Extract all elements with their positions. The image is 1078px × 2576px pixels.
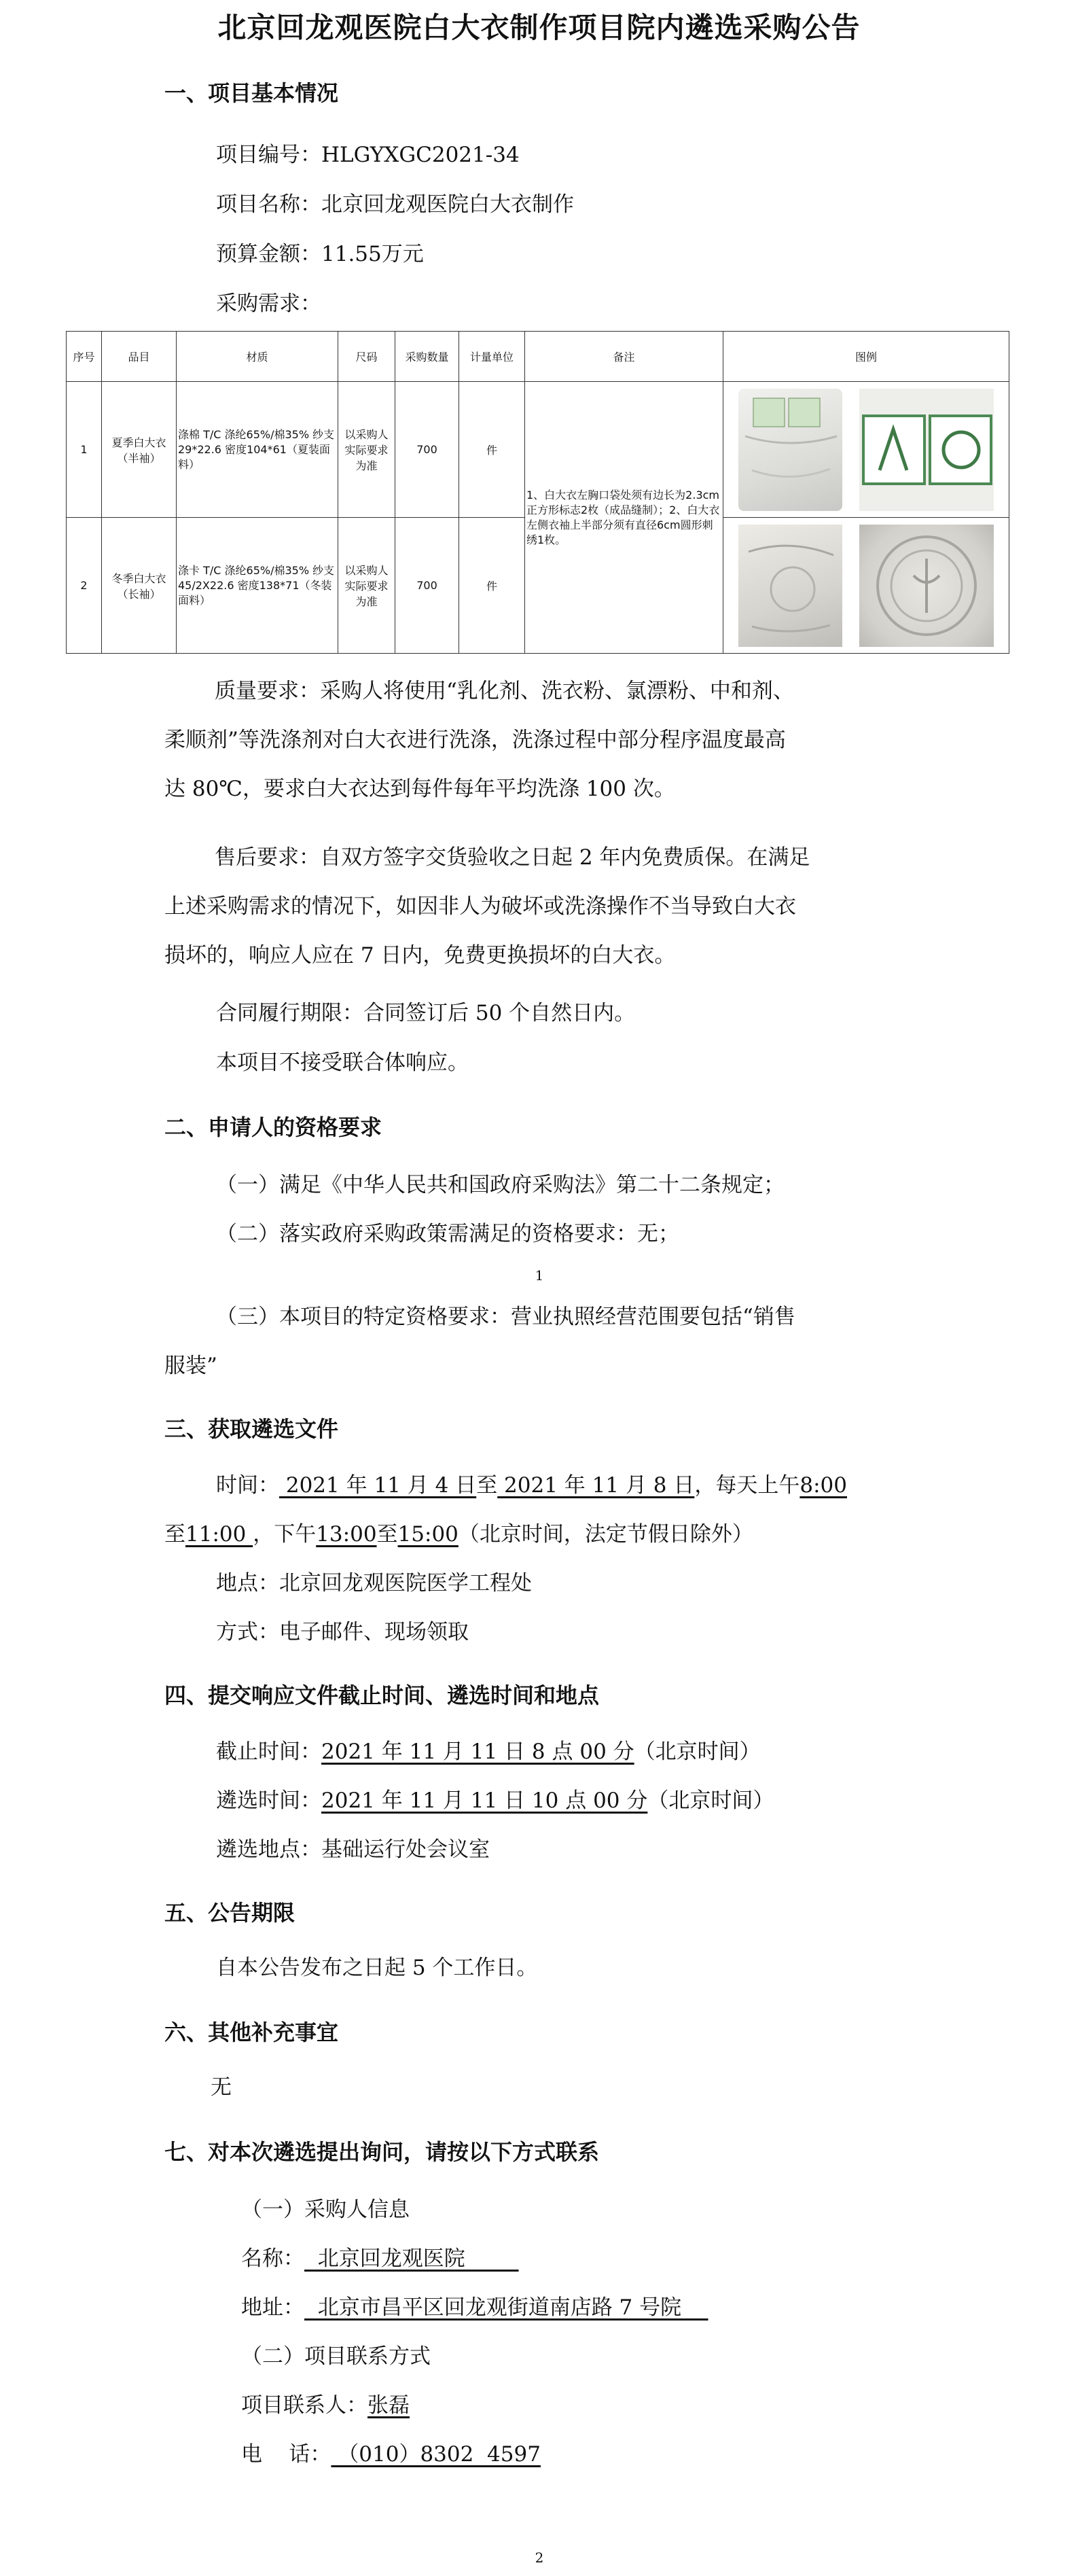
qualification-1: （一）满足《中华人民共和国政府采购法》第二十二条规定； — [216, 1173, 785, 1197]
qualification-3: （三）本项目的特定资格要求：营业执照经营范围要包括“销售 — [216, 1305, 795, 1329]
quality-line: 柔顺剂”等洗涤剂对白大衣进行洗涤，洗涤过程中部分程序温度最高 — [164, 728, 786, 752]
row-quantity: 700 — [395, 518, 459, 654]
section-1-heading: 一、项目基本情况 — [164, 80, 339, 106]
select-place: 遴选地点：基础运行处会议室 — [216, 1837, 490, 1862]
table-header-cell: 计量单位 — [459, 332, 525, 382]
table-header-cell: 图例 — [723, 332, 1009, 382]
row-item: 夏季白大衣（半袖） — [102, 382, 177, 518]
row-number: 2 — [67, 518, 102, 654]
table-header-row — [67, 332, 1009, 382]
table-header-cell: 材质 — [177, 332, 338, 382]
row-material: 涤卡 T/C 涤纶65%/棉35% 纱支 45/2X22.6 密度138*71（冬装面料） — [177, 518, 338, 654]
row-quantity: 700 — [395, 382, 459, 518]
obtain-place: 地点：北京回龙观医院医学工程处 — [216, 1571, 532, 1595]
row-item: 冬季白大衣（长袖） — [102, 518, 177, 654]
quality-line: 质量要求：采购人将使用“乳化剂、洗衣粉、氯漂粉、中和剂、 — [215, 679, 794, 703]
project-code: 项目编号：HLGYXGC2021-34 — [216, 143, 520, 167]
contact-heading: （二）项目联系方式 — [241, 2344, 431, 2369]
aftersale-requirement — [164, 833, 1007, 980]
am-end: 11:00 — [185, 1522, 253, 1547]
row-unit: 件 — [459, 518, 525, 654]
row-legend-images — [723, 518, 1009, 654]
summer-coat-photo — [738, 389, 842, 511]
project-budget: 预算金额：11.55万元 — [216, 242, 424, 266]
to-text: 至 — [376, 1522, 398, 1547]
deadline-label: 截止时间： — [216, 1740, 321, 1764]
qualification-2: （二）落实政府采购政策需满足的资格要求：无； — [216, 1222, 679, 1246]
select-label: 遴选时间： — [216, 1788, 321, 1813]
daily-text: ，每天上午 — [694, 1473, 800, 1498]
purchaser-address-line — [241, 2294, 708, 2321]
aftersale-line: 损坏的，响应人应在 7 日内，免费更换损坏的白大衣。 — [164, 943, 676, 968]
quality-requirement — [164, 667, 1007, 813]
address-value: 北京市昌平区回龙观街道南店路 7 号院 — [304, 2295, 708, 2320]
section-2-heading: 二、申请人的资格要求 — [164, 1114, 382, 1140]
row-material: 涤棉 T/C 涤纶65%/棉35% 纱支 29*22.6 密度104*61（夏装面料） — [177, 382, 338, 518]
time-end: 2021 年 11 月 8 日 — [497, 1473, 695, 1498]
phone-value: （010）8302 4597 — [331, 2442, 541, 2467]
section-5-heading: 五、公告期限 — [164, 1900, 295, 1926]
contact-label: 项目联系人： — [241, 2393, 367, 2418]
aftersale-line: 售后要求：自双方签字交货验收之日起 2 年内免费质保。在满足 — [215, 845, 810, 870]
row-legend-images — [723, 382, 1009, 518]
name-label: 名称： — [241, 2246, 304, 2271]
phone-label: 电 话： — [241, 2442, 331, 2467]
page-number: 2 — [535, 2549, 544, 2566]
table-header-cell: 品目 — [102, 332, 177, 382]
contract-period: 合同履行期限：合同签订后 50 个自然日内。 — [216, 1001, 636, 1025]
aftersale-line: 上述采购需求的情况下，如因非人为破坏或洗涤操作不当导致白大衣 — [164, 894, 796, 919]
section-3-heading: 三、获取遴选文件 — [164, 1416, 339, 1442]
quality-line: 达 80℃，要求白大衣达到每件每年平均洗涤 100 次。 — [164, 777, 675, 801]
announcement-period: 自本公告发布之日起 5 个工作日。 — [216, 1956, 538, 1980]
row-size: 以采购人实际要求为准 — [338, 382, 395, 518]
row-unit: 件 — [459, 382, 525, 518]
obtain-time-line2 — [164, 1521, 753, 1548]
select-time-line — [216, 1787, 774, 1814]
pocket-label-photo — [859, 389, 994, 511]
purchaser-info-heading: （一）采购人信息 — [241, 2198, 410, 2222]
page-title: 北京回龙观医院白大衣制作项目院内遴选采购公告 — [217, 11, 861, 44]
address-label: 地址： — [241, 2295, 304, 2320]
phone-line — [241, 2441, 541, 2468]
contact-value: 张磊 — [367, 2393, 410, 2418]
table-header-cell: 备注 — [525, 332, 723, 382]
contact-person-line — [241, 2392, 410, 2419]
obtain-time-line1 — [216, 1472, 847, 1499]
purchaser-name-line — [241, 2245, 519, 2272]
table-header-cell: 尺码 — [338, 332, 395, 382]
section-7-heading: 七、对本次遴选提出询问，请按以下方式联系 — [164, 2139, 600, 2165]
pm-start: 13:00 — [316, 1522, 377, 1547]
time-start: 2021 年 11 月 4 日 — [279, 1473, 477, 1498]
section-6-heading: 六、其他补充事宜 — [164, 2019, 339, 2045]
select-value: 2021 年 11 月 11 日 10 点 00 分 — [321, 1788, 648, 1813]
time-note: （北京时间，法定节假日除外） — [458, 1522, 753, 1547]
winter-coat-photo — [738, 525, 842, 647]
row-size: 以采购人实际要求为准 — [338, 518, 395, 654]
select-note: （北京时间） — [647, 1788, 774, 1813]
pm-end: 15:00 — [397, 1522, 459, 1547]
time-label: 时间： — [216, 1473, 279, 1498]
obtain-method: 方式：电子邮件、现场领取 — [216, 1620, 469, 1644]
section-4-heading: 四、提交响应文件截止时间、遴选时间和地点 — [164, 1682, 600, 1708]
purchase-demand-label: 采购需求： — [216, 292, 321, 316]
deadline-value: 2021 年 11 月 11 日 8 点 00 分 — [321, 1740, 634, 1764]
row-remark: 1、白大衣左胸口袋处须有边长为2.3cm正方形标志2枚（成品缝制）；2、白大衣左侧衣袖上半部分须有直径6cm圆形刺绣1枚。 — [525, 382, 723, 654]
table-header-cell: 采购数量 — [395, 332, 459, 382]
page-number: 1 — [535, 1267, 544, 1284]
sleeve-embroidery-photo — [859, 525, 994, 647]
table-header-cell: 序号 — [67, 332, 102, 382]
other-matters: 无 — [211, 2075, 232, 2100]
name-value: 北京回龙观医院 — [304, 2246, 519, 2271]
to-text: 至 — [164, 1522, 185, 1547]
qualification-3-cont: 服装” — [164, 1354, 217, 1378]
requirements-table — [66, 331, 1009, 654]
to-text: 至 — [476, 1473, 498, 1498]
pm-label: ，下午 — [253, 1522, 317, 1547]
row-number: 1 — [67, 382, 102, 518]
table-row — [67, 382, 1009, 518]
deadline-line — [216, 1738, 761, 1765]
am-start: 8:00 — [799, 1473, 847, 1498]
project-name: 项目名称：北京回龙观医院白大衣制作 — [216, 192, 574, 217]
deadline-note: （北京时间） — [634, 1740, 761, 1764]
consortium-note: 本项目不接受联合体响应。 — [216, 1051, 469, 1075]
